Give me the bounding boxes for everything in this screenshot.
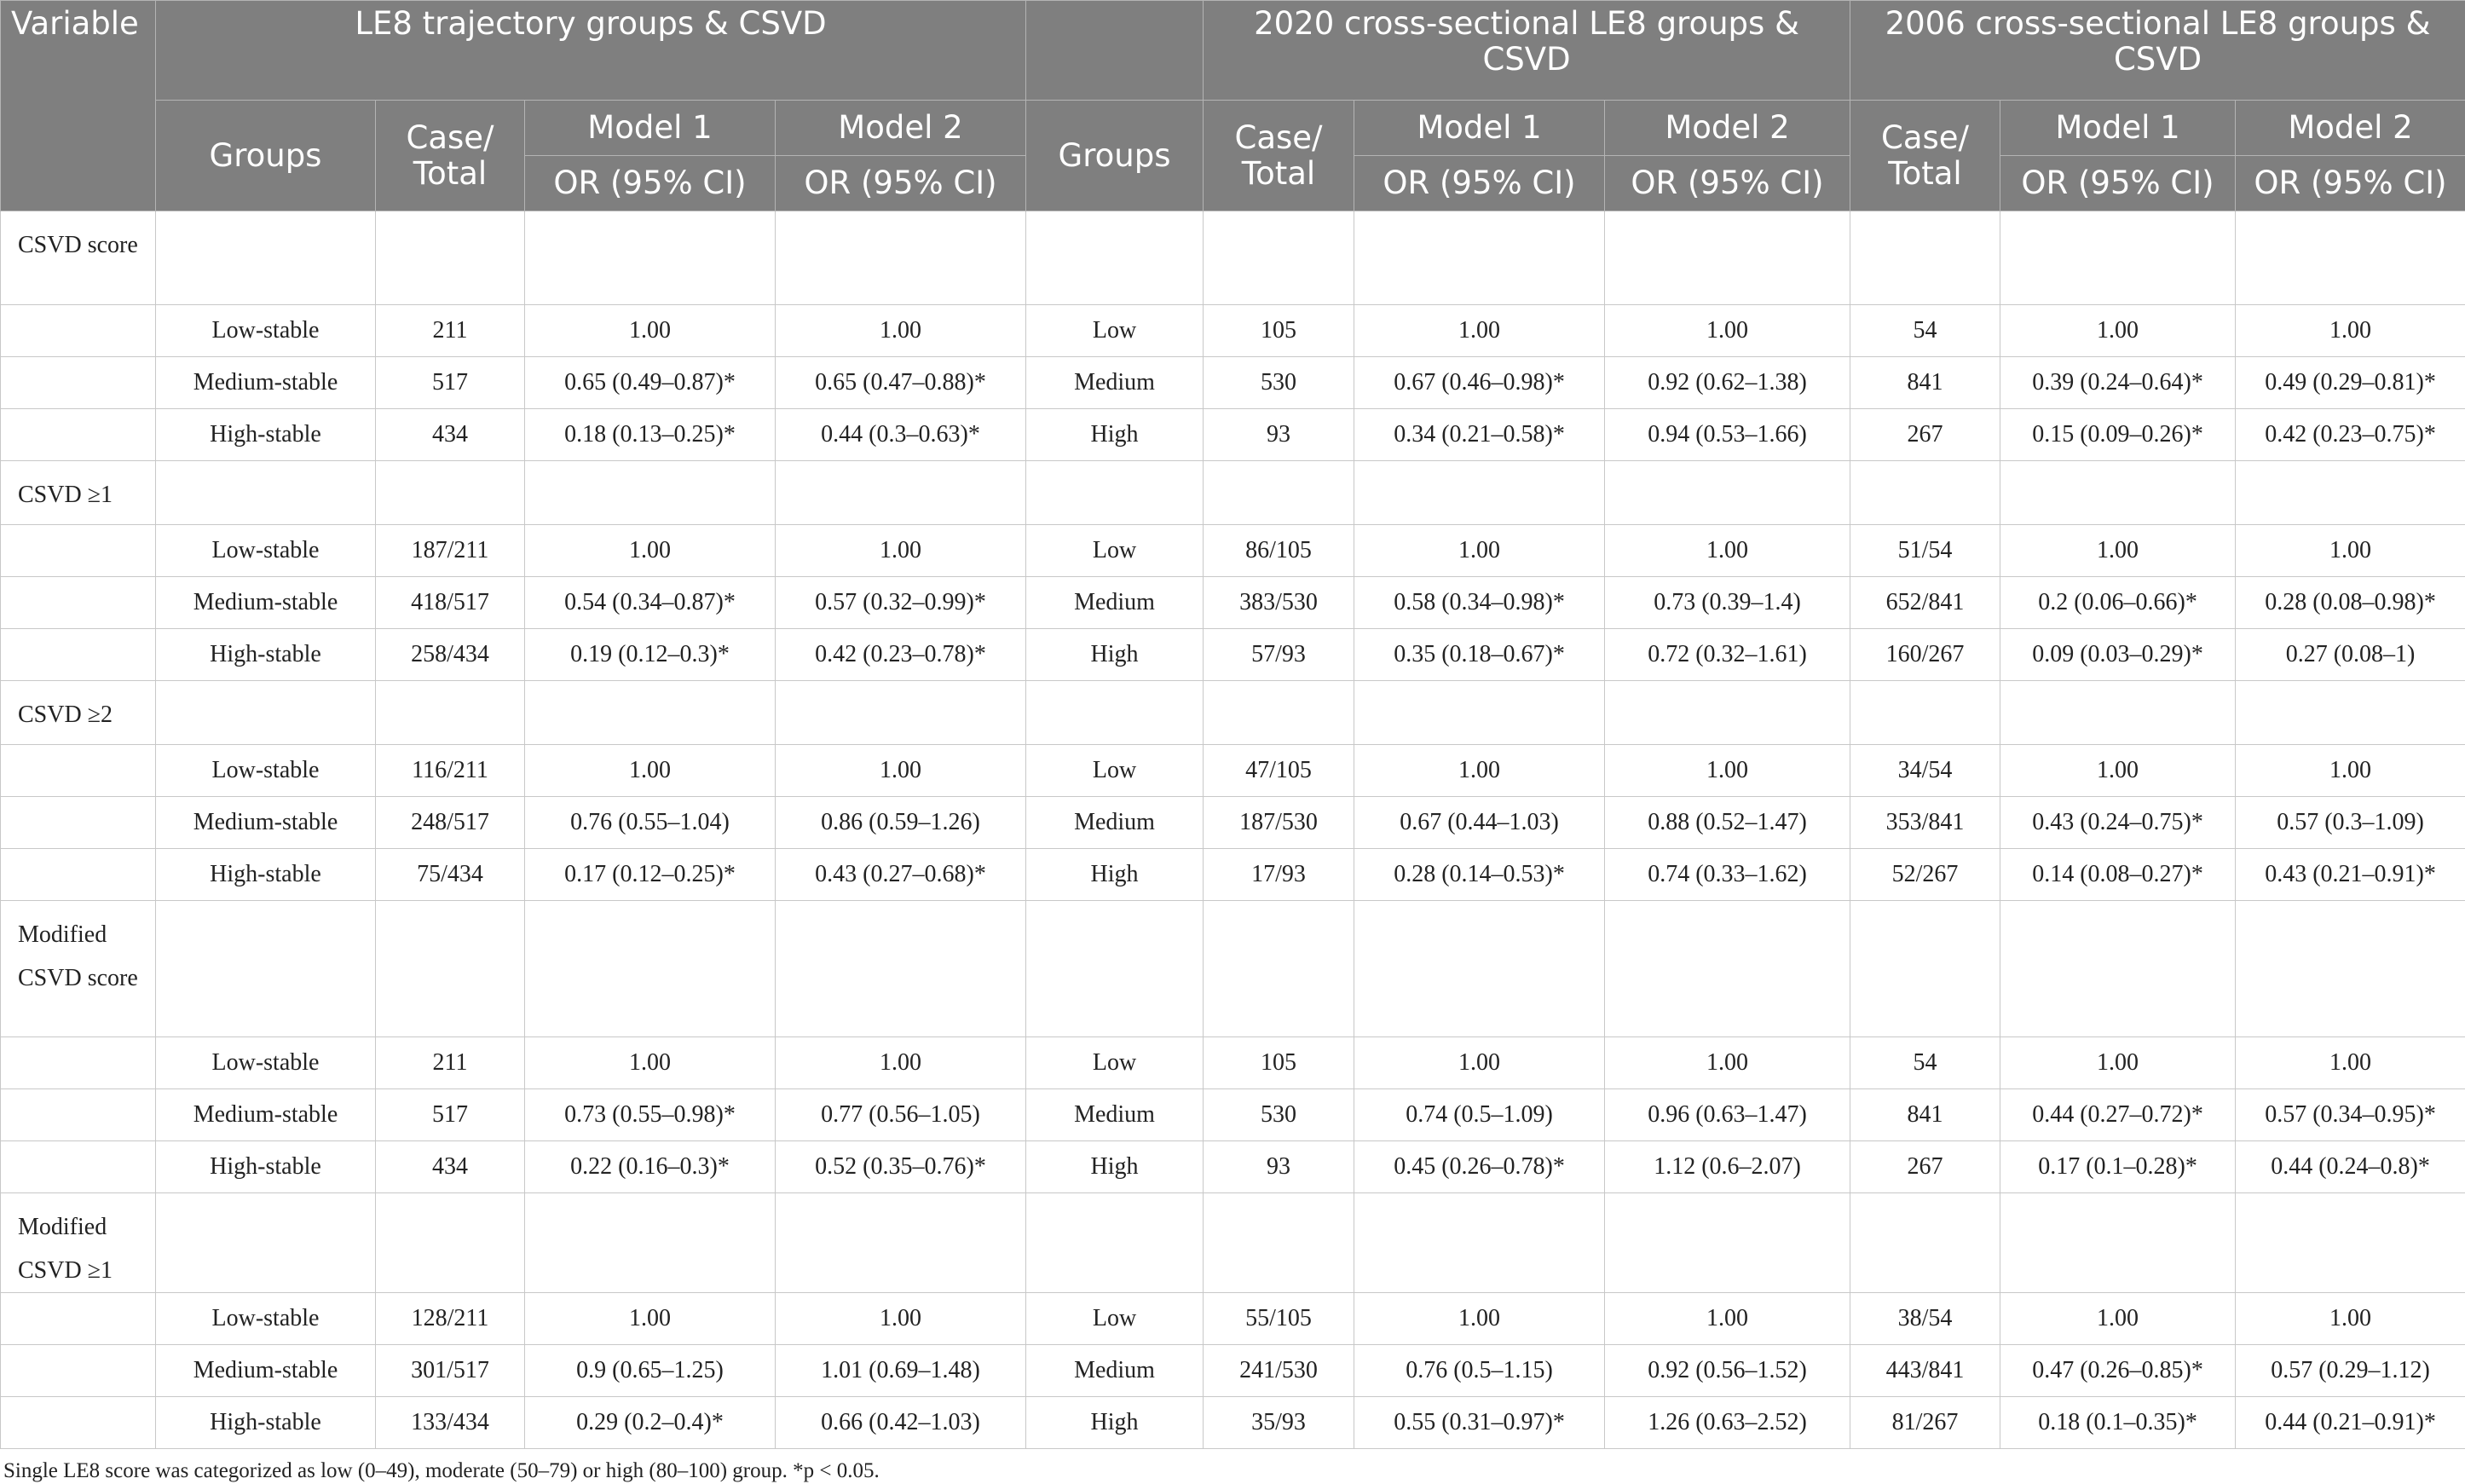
or-ci-header: OR (95% CI): [2000, 156, 2236, 211]
model2-or-cell: 1.00: [2236, 525, 2465, 577]
model1-or-cell: 0.54 (0.34–0.87)*: [525, 577, 776, 629]
model1-or-cell: 1.00: [2000, 745, 2236, 797]
model2-or-cell: 1.12 (0.6–2.07): [1605, 1141, 1850, 1193]
empty-cell: [1, 1345, 156, 1397]
case-total-cell: 443/841: [1850, 1345, 2000, 1397]
model2-or-cell: 1.00: [2236, 1037, 2465, 1089]
empty-cell: [776, 461, 1026, 525]
model1-or-cell: 1.00: [1354, 745, 1605, 797]
empty-cell: [525, 211, 776, 305]
group-cell: High: [1026, 1141, 1204, 1193]
table-row: [1, 1089, 2465, 1141]
model2-or-cell: 0.28 (0.08–0.98)*: [2236, 577, 2465, 629]
case-total-cell: 530: [1204, 1089, 1354, 1141]
section-row: [1, 461, 2465, 525]
model2-or-cell: 0.92 (0.62–1.38): [1605, 357, 1850, 409]
table-row: [1, 1293, 2465, 1345]
model1-header: Model 1: [1354, 101, 1605, 156]
model2-header: Model 2: [2236, 101, 2465, 156]
group-cell: Medium: [1026, 577, 1204, 629]
model2-or-cell: 1.00: [1605, 1293, 1850, 1345]
case-total-cell: 434: [376, 409, 525, 461]
case-total-cell: 81/267: [1850, 1397, 2000, 1449]
case-total-cell: 35/93: [1204, 1397, 1354, 1449]
empty-cell: [376, 211, 525, 305]
group-cell: Medium-stable: [156, 577, 376, 629]
group-cell: Low-stable: [156, 305, 376, 357]
group-cell: Low-stable: [156, 1293, 376, 1345]
model2-or-cell: 1.00: [2236, 1293, 2465, 1345]
model2-or-cell: 0.66 (0.42–1.03): [776, 1397, 1026, 1449]
model1-or-cell: 0.65 (0.49–0.87)*: [525, 357, 776, 409]
empty-cell: [776, 901, 1026, 1037]
table-footnote: Single LE8 score was categorized as low (0–49), moderate (50–79) or high (80–100) group. *p < 0.05.: [3, 1459, 880, 1482]
empty-cell: [1354, 1193, 1605, 1293]
panel-spacer: [1026, 1, 1204, 101]
section-row: [1, 901, 2465, 1037]
case-total-cell: 267: [1850, 409, 2000, 461]
empty-cell: [2000, 461, 2236, 525]
model1-or-cell: 0.17 (0.12–0.25)*: [525, 849, 776, 901]
empty-cell: [1204, 901, 1354, 1037]
or-ci-header: OR (95% CI): [1354, 156, 1605, 211]
empty-cell: [1204, 211, 1354, 305]
case-total-header: Case/ Total: [1850, 101, 2000, 211]
group-cell: High-stable: [156, 1397, 376, 1449]
model2-or-cell: 0.43 (0.21–0.91)*: [2236, 849, 2465, 901]
variable-label: Modified CSVD ≥1: [1, 1193, 156, 1293]
empty-cell: [2000, 1193, 2236, 1293]
model2-or-cell: 0.44 (0.21–0.91)*: [2236, 1397, 2465, 1449]
case-total-cell: 75/434: [376, 849, 525, 901]
model2-or-cell: 0.52 (0.35–0.76)*: [776, 1141, 1026, 1193]
case-total-cell: 34/54: [1850, 745, 2000, 797]
table-row: [1, 409, 2465, 461]
group-cell: Low: [1026, 305, 1204, 357]
panel-title-2006: 2006 cross-sectional LE8 groups & CSVD: [1850, 1, 2465, 101]
empty-cell: [1605, 1193, 1850, 1293]
model1-or-cell: 1.00: [2000, 1037, 2236, 1089]
empty-cell: [1, 629, 156, 681]
model2-or-cell: 0.57 (0.3–1.09): [2236, 797, 2465, 849]
empty-cell: [156, 211, 376, 305]
group-cell: Medium-stable: [156, 357, 376, 409]
model1-or-cell: 1.00: [525, 525, 776, 577]
model2-or-cell: 1.00: [1605, 1037, 1850, 1089]
model1-or-cell: 0.74 (0.5–1.09): [1354, 1089, 1605, 1141]
empty-cell: [1354, 901, 1605, 1037]
group-cell: Medium: [1026, 1345, 1204, 1397]
model1-or-cell: 0.35 (0.18–0.67)*: [1354, 629, 1605, 681]
table-row: [1, 525, 2465, 577]
case-total-cell: 517: [376, 357, 525, 409]
case-total-cell: 47/105: [1204, 745, 1354, 797]
empty-cell: [776, 681, 1026, 745]
model1-or-cell: 0.76 (0.5–1.15): [1354, 1345, 1605, 1397]
model2-or-cell: 1.26 (0.63–2.52): [1605, 1397, 1850, 1449]
model2-or-cell: 0.73 (0.39–1.4): [1605, 577, 1850, 629]
empty-cell: [156, 461, 376, 525]
empty-cell: [1, 305, 156, 357]
table-row: [1, 1141, 2465, 1193]
model1-or-cell: 0.43 (0.24–0.75)*: [2000, 797, 2236, 849]
model1-header: Model 1: [2000, 101, 2236, 156]
model2-or-cell: 0.43 (0.27–0.68)*: [776, 849, 1026, 901]
empty-cell: [1026, 461, 1204, 525]
section-row: [1, 1193, 2465, 1293]
model2-header: Model 2: [1605, 101, 1850, 156]
model1-or-cell: 0.58 (0.34–0.98)*: [1354, 577, 1605, 629]
variable-label: CSVD ≥2: [1, 681, 156, 745]
group-cell: Medium-stable: [156, 797, 376, 849]
empty-cell: [2000, 211, 2236, 305]
model2-or-cell: 0.88 (0.52–1.47): [1605, 797, 1850, 849]
model1-or-cell: 0.45 (0.26–0.78)*: [1354, 1141, 1605, 1193]
empty-cell: [525, 901, 776, 1037]
group-cell: Low-stable: [156, 1037, 376, 1089]
empty-cell: [1850, 211, 2000, 305]
empty-cell: [2236, 681, 2465, 745]
empty-cell: [376, 461, 525, 525]
model2-or-cell: 0.96 (0.63–1.47): [1605, 1089, 1850, 1141]
model1-or-cell: 0.19 (0.12–0.3)*: [525, 629, 776, 681]
model1-or-cell: 0.67 (0.46–0.98)*: [1354, 357, 1605, 409]
model1-or-cell: 0.67 (0.44–1.03): [1354, 797, 1605, 849]
group-cell: High: [1026, 1397, 1204, 1449]
case-total-cell: 434: [376, 1141, 525, 1193]
table-body: [1, 211, 2465, 1449]
empty-cell: [1850, 901, 2000, 1037]
model2-or-cell: 0.27 (0.08–1): [2236, 629, 2465, 681]
case-total-cell: 652/841: [1850, 577, 2000, 629]
empty-cell: [376, 901, 525, 1037]
empty-cell: [2000, 901, 2236, 1037]
group-cell: High: [1026, 409, 1204, 461]
model2-or-cell: 0.57 (0.32–0.99)*: [776, 577, 1026, 629]
empty-cell: [1354, 211, 1605, 305]
empty-cell: [525, 461, 776, 525]
panel-title-2020: 2020 cross-sectional LE8 groups & CSVD: [1204, 1, 1850, 101]
case-total-cell: 160/267: [1850, 629, 2000, 681]
case-total-cell: 353/841: [1850, 797, 2000, 849]
case-total-cell: 383/530: [1204, 577, 1354, 629]
group-cell: High-stable: [156, 849, 376, 901]
model1-header: Model 1: [525, 101, 776, 156]
case-total-cell: 841: [1850, 357, 2000, 409]
empty-cell: [1, 1089, 156, 1141]
case-total-cell: 93: [1204, 409, 1354, 461]
table-row: [1, 1037, 2465, 1089]
empty-cell: [1850, 1193, 2000, 1293]
model1-or-cell: 0.73 (0.55–0.98)*: [525, 1089, 776, 1141]
case-total-cell: 841: [1850, 1089, 2000, 1141]
model1-or-cell: 0.55 (0.31–0.97)*: [1354, 1397, 1605, 1449]
group-cell: Low: [1026, 745, 1204, 797]
group-cell: Low: [1026, 1293, 1204, 1345]
empty-cell: [1605, 901, 1850, 1037]
table-row: [1, 577, 2465, 629]
groups-header: Groups: [1026, 101, 1204, 211]
model2-or-cell: 1.00: [1605, 525, 1850, 577]
model2-or-cell: 1.00: [776, 1037, 1026, 1089]
groups-header: Groups: [156, 101, 376, 211]
model1-or-cell: 1.00: [525, 305, 776, 357]
model1-or-cell: 0.34 (0.21–0.58)*: [1354, 409, 1605, 461]
empty-cell: [1605, 681, 1850, 745]
panel-title-trajectory: LE8 trajectory groups & CSVD: [156, 1, 1026, 101]
case-total-cell: 301/517: [376, 1345, 525, 1397]
model2-or-cell: 1.00: [776, 305, 1026, 357]
model1-or-cell: 1.00: [525, 1293, 776, 1345]
group-cell: Medium: [1026, 797, 1204, 849]
group-cell: Low: [1026, 525, 1204, 577]
or-ci-header: OR (95% CI): [2236, 156, 2465, 211]
model2-or-cell: 1.00: [1605, 745, 1850, 797]
section-row: [1, 211, 2465, 305]
model2-or-cell: 0.86 (0.59–1.26): [776, 797, 1026, 849]
model1-or-cell: 0.28 (0.14–0.53)*: [1354, 849, 1605, 901]
empty-cell: [156, 681, 376, 745]
group-cell: High-stable: [156, 629, 376, 681]
empty-cell: [1204, 681, 1354, 745]
model1-or-cell: 1.00: [1354, 305, 1605, 357]
model2-or-cell: 0.77 (0.56–1.05): [776, 1089, 1026, 1141]
group-cell: Low-stable: [156, 745, 376, 797]
empty-cell: [1, 409, 156, 461]
model1-or-cell: 0.22 (0.16–0.3)*: [525, 1141, 776, 1193]
model1-or-cell: 1.00: [2000, 525, 2236, 577]
model1-or-cell: 0.09 (0.03–0.29)*: [2000, 629, 2236, 681]
case-total-cell: 55/105: [1204, 1293, 1354, 1345]
empty-cell: [1, 849, 156, 901]
empty-cell: [1, 1397, 156, 1449]
case-total-cell: 86/105: [1204, 525, 1354, 577]
empty-cell: [1, 577, 156, 629]
empty-cell: [2236, 461, 2465, 525]
model1-or-cell: 1.00: [1354, 1293, 1605, 1345]
model2-or-cell: 0.44 (0.24–0.8)*: [2236, 1141, 2465, 1193]
case-total-header: Case/ Total: [376, 101, 525, 211]
model2-or-cell: 1.00: [776, 525, 1026, 577]
case-total-cell: 211: [376, 305, 525, 357]
case-total-cell: 17/93: [1204, 849, 1354, 901]
model1-or-cell: 0.76 (0.55–1.04): [525, 797, 776, 849]
model1-or-cell: 1.00: [2000, 305, 2236, 357]
model1-or-cell: 0.14 (0.08–0.27)*: [2000, 849, 2236, 901]
model1-or-cell: 0.2 (0.06–0.66)*: [2000, 577, 2236, 629]
table-row: [1, 745, 2465, 797]
empty-cell: [1026, 681, 1204, 745]
model1-or-cell: 0.39 (0.24–0.64)*: [2000, 357, 2236, 409]
model2-or-cell: 0.94 (0.53–1.66): [1605, 409, 1850, 461]
group-cell: Medium: [1026, 1089, 1204, 1141]
case-total-cell: 187/211: [376, 525, 525, 577]
empty-cell: [1204, 1193, 1354, 1293]
model1-or-cell: 0.18 (0.13–0.25)*: [525, 409, 776, 461]
empty-cell: [1605, 211, 1850, 305]
model2-or-cell: 1.00: [1605, 305, 1850, 357]
case-total-cell: 38/54: [1850, 1293, 2000, 1345]
empty-cell: [1354, 681, 1605, 745]
empty-cell: [1, 525, 156, 577]
empty-cell: [376, 681, 525, 745]
model2-or-cell: 0.74 (0.33–1.62): [1605, 849, 1850, 901]
model1-or-cell: 1.00: [1354, 1037, 1605, 1089]
empty-cell: [1605, 461, 1850, 525]
empty-cell: [1, 357, 156, 409]
model2-or-cell: 0.42 (0.23–0.78)*: [776, 629, 1026, 681]
empty-cell: [1026, 1193, 1204, 1293]
case-total-cell: 258/434: [376, 629, 525, 681]
model1-or-cell: 0.44 (0.27–0.72)*: [2000, 1089, 2236, 1141]
section-row: [1, 681, 2465, 745]
empty-cell: [776, 211, 1026, 305]
variable-label: CSVD score: [1, 211, 156, 305]
case-total-cell: 248/517: [376, 797, 525, 849]
or-ci-header: OR (95% CI): [525, 156, 776, 211]
table-row: [1, 1345, 2465, 1397]
empty-cell: [525, 681, 776, 745]
group-cell: High-stable: [156, 409, 376, 461]
case-total-cell: 517: [376, 1089, 525, 1141]
empty-cell: [156, 901, 376, 1037]
empty-cell: [2236, 1193, 2465, 1293]
case-total-cell: 530: [1204, 357, 1354, 409]
empty-cell: [2236, 901, 2465, 1037]
empty-cell: [1354, 461, 1605, 525]
empty-cell: [1026, 211, 1204, 305]
empty-cell: [376, 1193, 525, 1293]
empty-cell: [1, 1293, 156, 1345]
case-total-cell: 116/211: [376, 745, 525, 797]
empty-cell: [1850, 461, 2000, 525]
model2-or-cell: 0.44 (0.3–0.63)*: [776, 409, 1026, 461]
case-total-header: Case/ Total: [1204, 101, 1354, 211]
group-cell: High: [1026, 629, 1204, 681]
group-cell: Medium-stable: [156, 1345, 376, 1397]
group-cell: Low-stable: [156, 525, 376, 577]
empty-cell: [2236, 211, 2465, 305]
table-row: [1, 357, 2465, 409]
model2-or-cell: 1.00: [776, 745, 1026, 797]
model1-or-cell: 0.29 (0.2–0.4)*: [525, 1397, 776, 1449]
empty-cell: [2000, 681, 2236, 745]
case-total-cell: 54: [1850, 1037, 2000, 1089]
table-row: [1, 305, 2465, 357]
case-total-cell: 54: [1850, 305, 2000, 357]
case-total-cell: 211: [376, 1037, 525, 1089]
group-cell: Medium: [1026, 357, 1204, 409]
empty-cell: [156, 1193, 376, 1293]
case-total-cell: 57/93: [1204, 629, 1354, 681]
model1-or-cell: 1.00: [525, 745, 776, 797]
model2-or-cell: 0.42 (0.23–0.75)*: [2236, 409, 2465, 461]
case-total-cell: 105: [1204, 305, 1354, 357]
case-total-cell: 105: [1204, 1037, 1354, 1089]
table-header: [1, 1, 2465, 211]
case-total-cell: 52/267: [1850, 849, 2000, 901]
case-total-cell: 51/54: [1850, 525, 2000, 577]
model2-or-cell: 1.00: [2236, 305, 2465, 357]
or-ci-header: OR (95% CI): [1605, 156, 1850, 211]
model1-or-cell: 0.18 (0.1–0.35)*: [2000, 1397, 2236, 1449]
table-row: [1, 797, 2465, 849]
model1-or-cell: 1.00: [525, 1037, 776, 1089]
empty-cell: [776, 1193, 1026, 1293]
model1-or-cell: 0.15 (0.09–0.26)*: [2000, 409, 2236, 461]
empty-cell: [1, 1037, 156, 1089]
model1-or-cell: 0.9 (0.65–1.25): [525, 1345, 776, 1397]
table-row: [1, 849, 2465, 901]
empty-cell: [1026, 901, 1204, 1037]
table-row: [1, 1397, 2465, 1449]
group-cell: Low: [1026, 1037, 1204, 1089]
empty-cell: [1, 797, 156, 849]
model2-or-cell: 0.49 (0.29–0.81)*: [2236, 357, 2465, 409]
model2-or-cell: 0.65 (0.47–0.88)*: [776, 357, 1026, 409]
variable-label: Modified CSVD score: [1, 901, 156, 1037]
empty-cell: [1, 745, 156, 797]
group-cell: High: [1026, 849, 1204, 901]
case-total-cell: 241/530: [1204, 1345, 1354, 1397]
empty-cell: [525, 1193, 776, 1293]
variable-label: CSVD ≥1: [1, 461, 156, 525]
case-total-cell: 187/530: [1204, 797, 1354, 849]
empty-cell: [1204, 461, 1354, 525]
or-ci-header: OR (95% CI): [776, 156, 1026, 211]
case-total-cell: 418/517: [376, 577, 525, 629]
model1-or-cell: 0.17 (0.1–0.28)*: [2000, 1141, 2236, 1193]
case-total-cell: 267: [1850, 1141, 2000, 1193]
variable-header: Variable: [1, 1, 156, 211]
case-total-cell: 133/434: [376, 1397, 525, 1449]
model2-or-cell: 0.72 (0.32–1.61): [1605, 629, 1850, 681]
empty-cell: [1850, 681, 2000, 745]
model1-or-cell: 1.00: [1354, 525, 1605, 577]
model2-or-cell: 1.00: [776, 1293, 1026, 1345]
model2-header: Model 2: [776, 101, 1026, 156]
model1-or-cell: 1.00: [2000, 1293, 2236, 1345]
group-cell: Medium-stable: [156, 1089, 376, 1141]
case-total-cell: 128/211: [376, 1293, 525, 1345]
table-row: [1, 629, 2465, 681]
case-total-cell: 93: [1204, 1141, 1354, 1193]
model1-or-cell: 0.47 (0.26–0.85)*: [2000, 1345, 2236, 1397]
model2-or-cell: 0.57 (0.29–1.12): [2236, 1345, 2465, 1397]
group-cell: High-stable: [156, 1141, 376, 1193]
model2-or-cell: 1.00: [2236, 745, 2465, 797]
model2-or-cell: 0.57 (0.34–0.95)*: [2236, 1089, 2465, 1141]
model2-or-cell: 0.92 (0.56–1.52): [1605, 1345, 1850, 1397]
empty-cell: [1, 1141, 156, 1193]
model2-or-cell: 1.01 (0.69–1.48): [776, 1345, 1026, 1397]
